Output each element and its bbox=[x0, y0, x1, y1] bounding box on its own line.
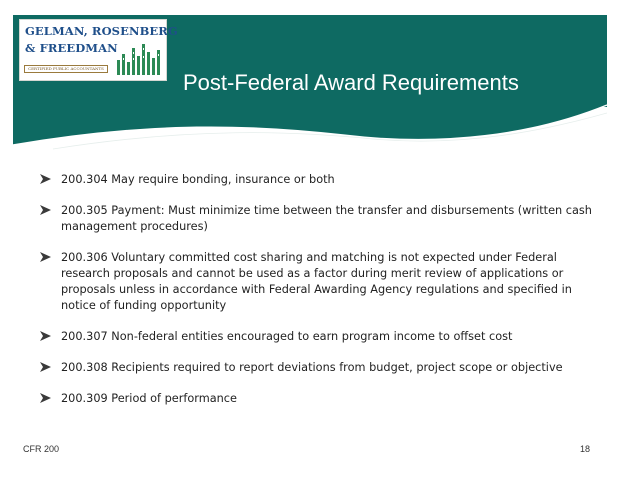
list-item bbox=[39, 329, 599, 345]
logo-name-line2: & FREEDMAN bbox=[25, 41, 118, 55]
arrow-bullet-icon bbox=[39, 361, 52, 373]
list-item bbox=[39, 172, 599, 188]
arrow-bullet-icon bbox=[39, 392, 52, 404]
slide-title: Post-Federal Award Requirements bbox=[183, 70, 519, 95]
logo-name-line1: GELMAN, ROSENBERG bbox=[25, 24, 178, 38]
arrow-bullet-icon bbox=[39, 204, 52, 216]
arrow-bullet-icon bbox=[39, 330, 52, 342]
list-item bbox=[39, 203, 599, 235]
company-logo bbox=[19, 19, 178, 81]
list-item bbox=[39, 360, 599, 376]
bullet-text: 200.309 Period of performance bbox=[61, 392, 237, 405]
bullet-text: 200.307 Non-federal entities encouraged to earn program income to offset cost bbox=[61, 330, 513, 343]
header-banner bbox=[13, 15, 607, 107]
page-number: 18 bbox=[580, 444, 591, 454]
logo-building-icon bbox=[116, 42, 164, 76]
bullet-text: 200.305 Payment: Must minimize time between the transfer and disbursements (written cash management procedures) bbox=[61, 204, 592, 233]
list-item bbox=[39, 250, 599, 314]
bullet-text: 200.308 Recipients required to report deviations from budget, project scope or objective bbox=[61, 361, 563, 374]
footer-source: CFR 200 bbox=[23, 444, 60, 454]
bullet-list bbox=[39, 172, 599, 422]
arrow-bullet-icon bbox=[39, 251, 52, 263]
list-item bbox=[39, 391, 599, 407]
logo-tagline: CERTIFIED PUBLIC ACCOUNTANTS bbox=[24, 65, 108, 73]
bullet-text: 200.306 Voluntary committed cost sharing and matching is not expected under Federal research proposals and cannot be used as a factor during merit review of applications or proposals unless in accordance with Federal Awarding Agency regulations and specified in notice of funding opportunity bbox=[61, 251, 572, 312]
arrow-bullet-icon bbox=[39, 173, 52, 185]
header-wave-decoration bbox=[13, 87, 607, 157]
bullet-text: 200.304 May require bonding, insurance or both bbox=[61, 173, 335, 186]
